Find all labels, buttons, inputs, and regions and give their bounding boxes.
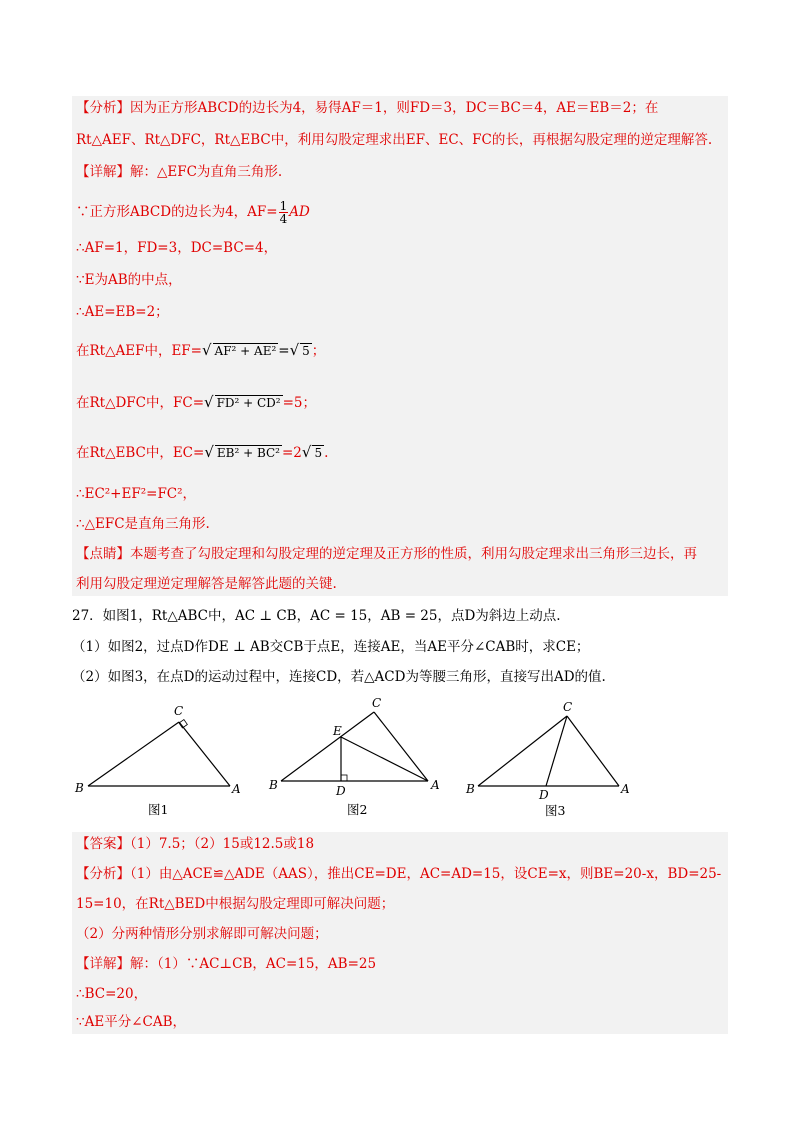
problem-statement: 27．如图1，Rt△ABC中，AC ⊥ CB，AC = 15，AB = 25，点D为斜边上动点. [72,608,561,624]
answer-detail-line-3: ∵AE平分∠CAB， [76,1014,187,1030]
fig1-label-a: A [232,782,241,796]
fc-radicand: FD² + CD² [216,396,281,410]
solution-block [72,96,728,596]
midpoint-line: ∵E为AB的中点， [76,272,182,288]
figure-3 [465,700,630,818]
sqrt-sign: √ [301,443,312,461]
answer-analysis-line-2: 15=10，在Rt△BED中根据勾股定理即可解决问题； [76,896,395,912]
ef-eq: = [278,343,290,359]
figure-1 [74,704,241,817]
answer-analysis-text-1: （1）由△ACE≌△ADE（AAS），推出CE=DE，AC=AD=15，设CE=x，则BE=20-x，BD=25- [130,866,722,882]
since-side-text: ∵正方形ABCD的边长为4，AF= [76,204,278,220]
fig3-label-a: A [621,782,630,796]
fig2-label-c: C [372,696,382,710]
ec-prefix: 在Rt△EBC中，EC= [76,445,205,461]
analysis-line-2: Rt△AEF、Rt△DFC，Rt△EBC中，利用勾股定理求出EF、EC、FC的长，再根据勾股定理的逆定理解答. [76,132,713,148]
fc-line [76,392,316,413]
ec-eq: =2 [282,445,302,461]
fraction-denominator: 4 [279,212,288,226]
sqrt-sign: √ [201,341,212,359]
fig2-label-d: D [336,784,346,798]
remark-line-1 [76,544,697,564]
ef-end: ； [311,343,326,359]
fig1-label-c: C [174,704,184,718]
answer-text: （1）7.5；（2）15或12.5或18 [130,836,315,852]
fig2-label-e: E [333,724,342,738]
analysis-tag: 【分析】 [76,100,130,116]
answer-line [76,834,314,854]
sqrt-sign: √ [204,393,214,411]
ec-end: . [324,445,329,461]
detail-intro: 解：△EFC为直角三角形. [130,164,283,180]
answer-detail-line-1 [76,954,376,974]
fraction-numerator: 1 [279,199,288,213]
fig3-caption: 图3 [545,803,566,818]
fc-result: =5； [282,395,317,411]
fig2-label-a: A [431,778,440,792]
conclusion-line: ∴△EFC是直角三角形. [76,516,210,532]
answer-tag: 【答案】 [76,836,130,852]
ec-radicand: EB² + BC² [216,446,280,460]
fig3-label-b: B [466,782,475,796]
fig2-label-b: B [269,778,278,792]
fig3-label-c: C [563,700,573,714]
figures [0,695,800,825]
answer-detail-line-2: ∴BC=20， [76,986,148,1002]
conclusion-eq-line: ∴EC²+EF²=FC²， [76,486,197,502]
sqrt-sign: √ [289,341,300,359]
answer-block [72,832,728,1034]
problem-part-1: （1）如图2，过点D作DE ⊥ AB交CB于点E，连接AE，当AE平分∠CAB时，求CE； [72,639,590,655]
fig3-label-d: D [539,788,549,802]
figure-2 [268,696,440,817]
ef-result: 5 [302,344,310,358]
ae-eb-line: ∴AE=EB=2； [76,304,169,320]
ec-result: 5 [314,446,323,460]
remark-tag: 【点睛】 [76,546,130,562]
fig1-label-b: B [75,781,84,795]
ef-prefix: 在Rt△AEF中，EF= [76,343,202,359]
analysis-text-1: 因为正方形ABCD的边长为4，易得AF＝1，则FD＝3，DC＝BC＝4，AE＝EB＝2；在 [130,100,659,116]
detail-tag: 【详解】 [76,164,130,180]
remark-line-2: 利用勾股定理逆定理解答是解答此题的关键. [76,576,337,592]
ef-radicand: AF² + AE² [214,344,277,358]
fig2-caption: 图2 [347,802,368,817]
ec-line [76,442,328,463]
answer-detail-text-1: 解：（1）∵AC⊥CB，AC=15，AB=25 [130,956,377,972]
answer-analysis-line-3: （2）分两种情形分别求解即可解决问题； [76,926,328,942]
therefore-values-line: ∴AF=1，FD=3，DC=BC=4， [76,240,278,256]
answer-detail-tag: 【详解】 [76,956,130,972]
ef-line [76,340,325,361]
answer-analysis-line-1 [76,864,721,884]
remark-text-1: 本题考查了勾股定理和勾股定理的逆定理及正方形的性质，利用勾股定理求出三角形三边长，再 [130,546,697,562]
fraction-after: AD [289,204,310,220]
sqrt-sign: √ [204,443,214,461]
fig1-caption: 图1 [148,802,169,817]
fraction-one-quarter [279,200,289,225]
detail-intro-line [76,162,282,182]
answer-analysis-tag: 【分析】 [76,866,130,882]
since-side-line [76,200,310,225]
analysis-line-1 [76,98,658,118]
fc-prefix: 在Rt△DFC中，FC= [76,395,204,411]
problem-part-2: （2）如图3，在点D的运动过程中，连接CD，若△ACD为等腰三角形，直接写出AD的值. [72,669,606,685]
